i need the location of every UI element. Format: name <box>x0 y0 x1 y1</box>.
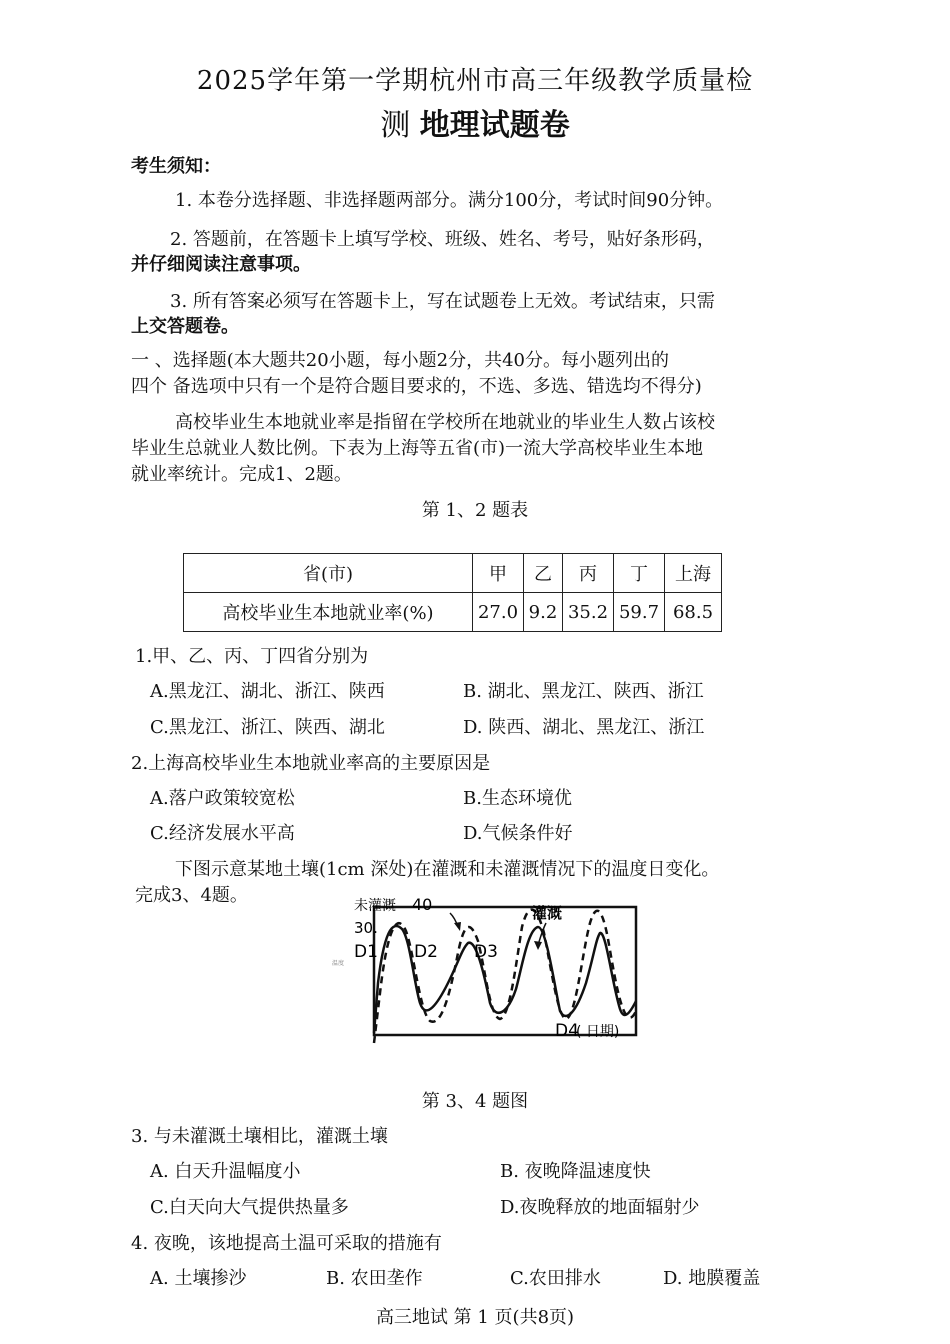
section-1-line-1: 一 、选择题(本大题共20小题，每小题2分，共40分。每小题列出的 <box>131 350 670 371</box>
employment-rate-table <box>183 553 722 632</box>
table-cell: 上海 <box>665 554 722 593</box>
q1-stem: 1.甲、乙、丙、丁四省分别为 <box>135 646 369 667</box>
table-row <box>184 554 722 593</box>
intro-12-line-2: 毕业生总就业人数比例。下表为上海等五省(市)一流大学高校毕业生本地 <box>131 438 704 459</box>
figure-caption: 第 3、4 题图 <box>421 1091 529 1112</box>
q2-stem: 2.上海高校毕业生本地就业率高的主要原因是 <box>131 753 491 774</box>
x-category-label: D3 <box>474 942 498 962</box>
table-cell: 27.0 <box>473 593 524 632</box>
legend-label-irrigated: 灌溉 <box>532 904 563 922</box>
table-header-cell: 省(市) <box>184 554 473 593</box>
q4-option-c: C.农田排水 <box>510 1268 601 1289</box>
q1-option-c: C.黑龙江、浙江、陕西、湖北 <box>150 717 385 738</box>
notice-item-2-cont: 并仔细阅读注意事项。 <box>131 254 311 275</box>
q3-stem: 3. 与未灌溉土壤相比，灌溉土壤 <box>131 1126 388 1147</box>
q3-option-c: C.白天向大气提供热量多 <box>150 1197 349 1218</box>
table-cell: 乙 <box>524 554 563 593</box>
table-cell: 35.2 <box>563 593 614 632</box>
q3-option-d: D.夜晚释放的地面辐射少 <box>500 1197 700 1218</box>
q4-option-a: A. 土壤掺沙 <box>150 1268 247 1289</box>
y-tick-label: 30. <box>354 919 378 937</box>
table-cell: 丁 <box>614 554 665 593</box>
intro-12-line-1: 高校毕业生本地就业率是指留在学校所在地就业的毕业生人数占该校 <box>175 412 715 433</box>
notice-heading: 考生须知： <box>131 156 221 177</box>
table-cell: 59.7 <box>614 593 665 632</box>
soil-temperature-chart <box>332 893 640 1043</box>
table-cell: 68.5 <box>665 593 722 632</box>
q2-option-b: B.生态环境优 <box>463 788 572 809</box>
notice-item-3: 3. 所有答案必须写在答题卡上，写在试题卷上无效。考试结束，只需 <box>170 291 715 312</box>
page-footer: 高三地试 第 1 页(共8页) <box>375 1307 575 1328</box>
x-category-label: D2 <box>414 942 438 962</box>
notice-item-1: 1. 本卷分选择题、非选择题两部分。满分100分，考试时间90分钟。 <box>175 190 724 211</box>
table-cell: 9.2 <box>524 593 563 632</box>
q2-option-d: D.气候条件好 <box>463 823 573 844</box>
y-axis-label: 温度 <box>332 960 345 967</box>
table-cell: 丙 <box>563 554 614 593</box>
y-tick-label: 40 <box>412 895 433 914</box>
q3-option-b: B. 夜晚降温速度快 <box>500 1161 651 1182</box>
q2-option-a: A.落户政策较宽松 <box>150 788 295 809</box>
section-1-line-2: 四个 备选项中只有一个是符合题目要求的，不选、多选、错选均不得分) <box>131 376 702 397</box>
irrigated-arrowhead <box>534 941 542 950</box>
intro-12-line-3: 就业率统计。完成1、2题。 <box>131 464 352 485</box>
q3-option-a: A. 白天升温幅度小 <box>150 1161 301 1182</box>
q1-option-b: B. 湖北、黑龙江、陕西、浙江 <box>463 681 704 702</box>
legend-label-unirrigated: 未灌溉 <box>354 898 396 914</box>
x-category-label: D1 <box>354 942 378 962</box>
q4-option-b: B. 农田垄作 <box>326 1268 423 1289</box>
q1-option-d: D. 陕西、湖北、黑龙江、浙江 <box>463 717 705 738</box>
q4-stem: 4. 夜晚，该地提高土温可采取的措施有 <box>131 1233 442 1254</box>
table-cell: 甲 <box>473 554 524 593</box>
intro-34-line-2: 完成3、4题。 <box>135 885 248 906</box>
exam-subject-title: 地理试题卷 <box>419 108 570 143</box>
title-line-2 <box>0 100 950 144</box>
title-line-1: 2025学年第一学期杭州市高三年级教学质量检 <box>196 66 754 96</box>
q4-option-d: D. 地膜覆盖 <box>663 1268 761 1289</box>
table-header-cell: 高校毕业生本地就业率(%) <box>184 593 473 632</box>
x-category-label: D4 <box>555 1021 579 1041</box>
q2-option-c: C.经济发展水平高 <box>150 823 295 844</box>
notice-item-3-cont: 上交答题卷。 <box>131 316 239 337</box>
table-caption: 第 1、2 题表 <box>421 500 529 521</box>
q1-option-a: A.黑龙江、湖北、浙江、陕西 <box>150 681 385 702</box>
table-row <box>184 593 722 632</box>
intro-34-line-1: 下图示意某地土壤(1cm 深处)在灌溉和未灌溉情况下的温度日变化。 <box>175 859 720 880</box>
unirrigated-arrowhead <box>454 922 461 931</box>
title-suffix: 测 <box>380 108 411 143</box>
x-axis-unit-label: ( 日期) <box>576 1024 620 1040</box>
notice-item-2: 2. 答题前，在答题卡上填写学校、班级、姓名、考号，贴好条形码， <box>170 229 715 250</box>
